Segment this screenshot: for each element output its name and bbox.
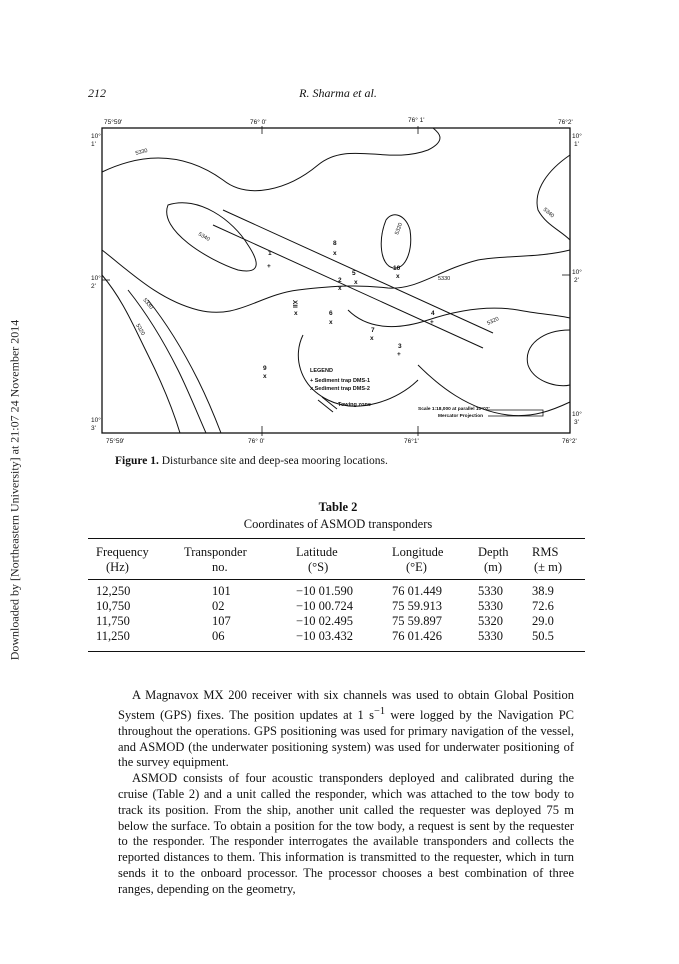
lat-label-bottom-right: 10° <box>572 411 582 418</box>
station-7-label: 7 <box>371 327 375 334</box>
station-5-label: 5 <box>352 270 356 277</box>
cell-rms: 50.5 <box>532 629 554 643</box>
table-header-units-row <box>88 560 585 575</box>
station-3-marker: + <box>397 351 401 358</box>
contour-label-8: 5340 <box>541 206 555 220</box>
station-7-marker: x <box>370 335 374 342</box>
cell-depth: 5320 <box>478 614 503 628</box>
lon-label-bottom-left: 75°59' <box>106 438 125 445</box>
table-bottom-rule <box>88 651 585 652</box>
lon-label-top-right: 76°2' <box>558 119 573 126</box>
table-row <box>88 584 585 599</box>
table-header-row <box>88 545 585 560</box>
station-8-marker: x <box>333 250 337 257</box>
station-2-label: 2 <box>338 277 342 284</box>
contour-5340-right <box>537 155 570 240</box>
lat-label-top-right: 10° <box>572 133 582 140</box>
station-10-marker: x <box>396 273 400 280</box>
unit-frequency: (Hz) <box>106 560 129 574</box>
station-4-marker: + <box>430 319 434 326</box>
contour-label-6: 5320 <box>486 316 500 327</box>
svg-text:1': 1' <box>91 141 96 148</box>
unit-rms: (± m) <box>534 560 563 574</box>
cell-latitude: −10 03.432 <box>296 629 354 643</box>
lon-label-top-1: 76° 0' <box>250 119 267 126</box>
cell-frequency: 10,750 <box>96 599 131 613</box>
download-watermark <box>6 300 24 680</box>
page-header <box>88 86 588 102</box>
legend-item-dms2: x Sediment trap DMS-2 <box>310 386 370 392</box>
col-header-rms: RMS <box>532 545 559 559</box>
lon-label-top-2: 76° 1' <box>408 117 425 124</box>
cell-rms: 29.0 <box>532 614 554 628</box>
station-xii-marker: x <box>294 310 298 317</box>
paragraph-1-part-b: were logged by the Navigation PC throughout the operations. GPS positioning was used for primary navigation of the vessel, and ASMOD (the underwater positioning system) was used for underwater positioning of the survey equipment. <box>118 707 574 770</box>
table-row <box>88 614 585 629</box>
station-5-marker: x <box>354 279 358 286</box>
lat-label-mid-left: 10° <box>91 275 101 282</box>
cell-transponder: 06 <box>212 629 225 643</box>
col-header-longitude: Longitude <box>392 545 444 559</box>
contour-label-5: 5320 <box>394 222 405 236</box>
download-note: Downloaded by [Northeastern University] at 21:07 24 November 2014 <box>7 319 22 661</box>
cell-transponder: 107 <box>212 614 231 628</box>
station-9-marker: x <box>263 373 267 380</box>
contour-label-3: 5330 <box>438 276 451 282</box>
legend-title: LEGEND <box>310 368 333 374</box>
lon-label-bottom-right: 76°2' <box>562 438 577 445</box>
figure-map <box>88 110 585 445</box>
superscript-exponent: −1 <box>373 705 386 717</box>
cell-frequency: 12,250 <box>96 584 131 598</box>
station-2-marker: x <box>338 285 342 292</box>
lon-label-bottom-2: 76°1' <box>404 438 419 445</box>
cell-longitude: 75 59.913 <box>392 599 442 613</box>
contour-label-4: 5330 <box>141 297 154 311</box>
legend-item-towing: Towing zone <box>338 402 371 408</box>
projection-note: Mercator Projection <box>438 414 484 419</box>
svg-text:1': 1' <box>574 141 579 148</box>
cell-latitude: −10 00.724 <box>296 599 354 613</box>
col-header-transponder: Transponder <box>184 545 247 559</box>
station-4-label: 4 <box>431 310 435 317</box>
legend-item-dms1: + Sediment trap DMS-1 <box>310 378 371 384</box>
station-3-label: 3 <box>398 343 402 350</box>
station-xii-label: XII <box>291 300 298 308</box>
figure-caption <box>115 455 388 467</box>
unit-longitude: (°E) <box>406 560 427 574</box>
cell-longitude: 76 01.449 <box>392 584 442 598</box>
body-text <box>118 688 574 898</box>
cell-transponder: 02 <box>212 599 225 613</box>
cell-latitude: −10 02.495 <box>296 614 354 628</box>
table-top-rule <box>88 538 585 539</box>
towing-zone <box>213 210 493 348</box>
cell-depth: 5330 <box>478 599 503 613</box>
station-1-marker: + <box>267 263 271 270</box>
transponder-table <box>88 545 585 644</box>
col-header-frequency: Frequency <box>96 545 149 559</box>
contour-5320-knoll <box>527 330 570 386</box>
cell-transponder: 101 <box>212 584 231 598</box>
contour-label-1: 5330 <box>134 147 149 157</box>
lat-label-top-left: 10° <box>91 133 101 140</box>
cell-depth: 5330 <box>478 584 503 598</box>
paragraph-1-part-a: A Magnavox MX 200 receiver with six channels was used to obtain Global Position System (GPS) fixes. The position updates at 1 s <box>118 688 574 722</box>
paragraph-2: ASMOD consists of four acoustic transponders deployed and calibrated during the cruise (Table 2) and a unit called the responder, which was attached to the tow body to track its position. From the ship, another unit called the requester was deployed 75 m below the surface. To obtain a position for the tow body, a request is sent by the requester to the responder. The responder interrogates the available transponders and collects the reported distances to them. This information is transmitted to the requester, which in turn sends it to the onboard processor. The processor chooses a best combination of three ranges, depending on the geometry, <box>118 771 574 896</box>
table-title: Coordinates of ASMOD transponders <box>243 517 433 531</box>
cell-longitude: 76 01.426 <box>392 629 442 643</box>
station-9-label: 9 <box>263 365 267 372</box>
lon-label-bottom-1: 76° 0' <box>248 438 265 445</box>
cell-latitude: −10 01.590 <box>296 584 354 598</box>
cell-frequency: 11,250 <box>96 629 130 643</box>
station-10-label: 10 <box>393 265 401 272</box>
station-1-label: 1 <box>268 250 272 257</box>
lat-label-bottom-left: 10° <box>91 417 101 424</box>
table-number: Table 2 <box>318 500 358 514</box>
contour-label-2: 5340 <box>197 231 211 243</box>
unit-transponder: no. <box>212 560 228 574</box>
cell-longitude: 75 59.897 <box>392 614 442 628</box>
lat-label-mid-right: 10° <box>572 269 582 276</box>
contour-5320-hill <box>381 215 410 268</box>
contour-label-7: 5320 <box>134 323 146 337</box>
figure-caption-label: Figure 1. <box>115 455 159 467</box>
unit-depth: (m) <box>484 560 503 574</box>
svg-text:3': 3' <box>574 419 579 426</box>
lon-label-top-left: 75°59' <box>104 119 123 126</box>
cell-frequency: 11,750 <box>96 614 130 628</box>
contour-left-3 <box>148 300 221 433</box>
running-title: R. Sharma et al. <box>299 86 377 100</box>
station-6-label: 6 <box>329 310 333 317</box>
svg-text:2': 2' <box>574 277 579 284</box>
svg-text:2': 2' <box>91 283 96 290</box>
paragraph-1 <box>118 688 574 771</box>
contour-5340-basin <box>167 203 256 271</box>
contour-5330-top <box>102 128 440 191</box>
page-number: 212 <box>88 86 106 100</box>
svg-text:3': 3' <box>91 425 96 432</box>
station-8-label: 8 <box>333 240 337 247</box>
col-header-latitude: Latitude <box>296 545 338 559</box>
contour-left-2 <box>128 290 206 433</box>
figure-caption-text: Disturbance site and deep-sea mooring locations. <box>161 455 388 467</box>
scale-note: Scale 1:18,000 at parallel 10°02' <box>418 407 490 412</box>
table-row <box>88 629 585 644</box>
cell-depth: 5330 <box>478 629 503 643</box>
table-row <box>88 599 585 614</box>
col-header-depth: Depth <box>478 545 509 559</box>
station-6-marker: x <box>329 319 333 326</box>
unit-latitude: (°S) <box>308 560 329 574</box>
cell-rms: 72.6 <box>532 599 554 613</box>
cell-rms: 38.9 <box>532 584 554 598</box>
